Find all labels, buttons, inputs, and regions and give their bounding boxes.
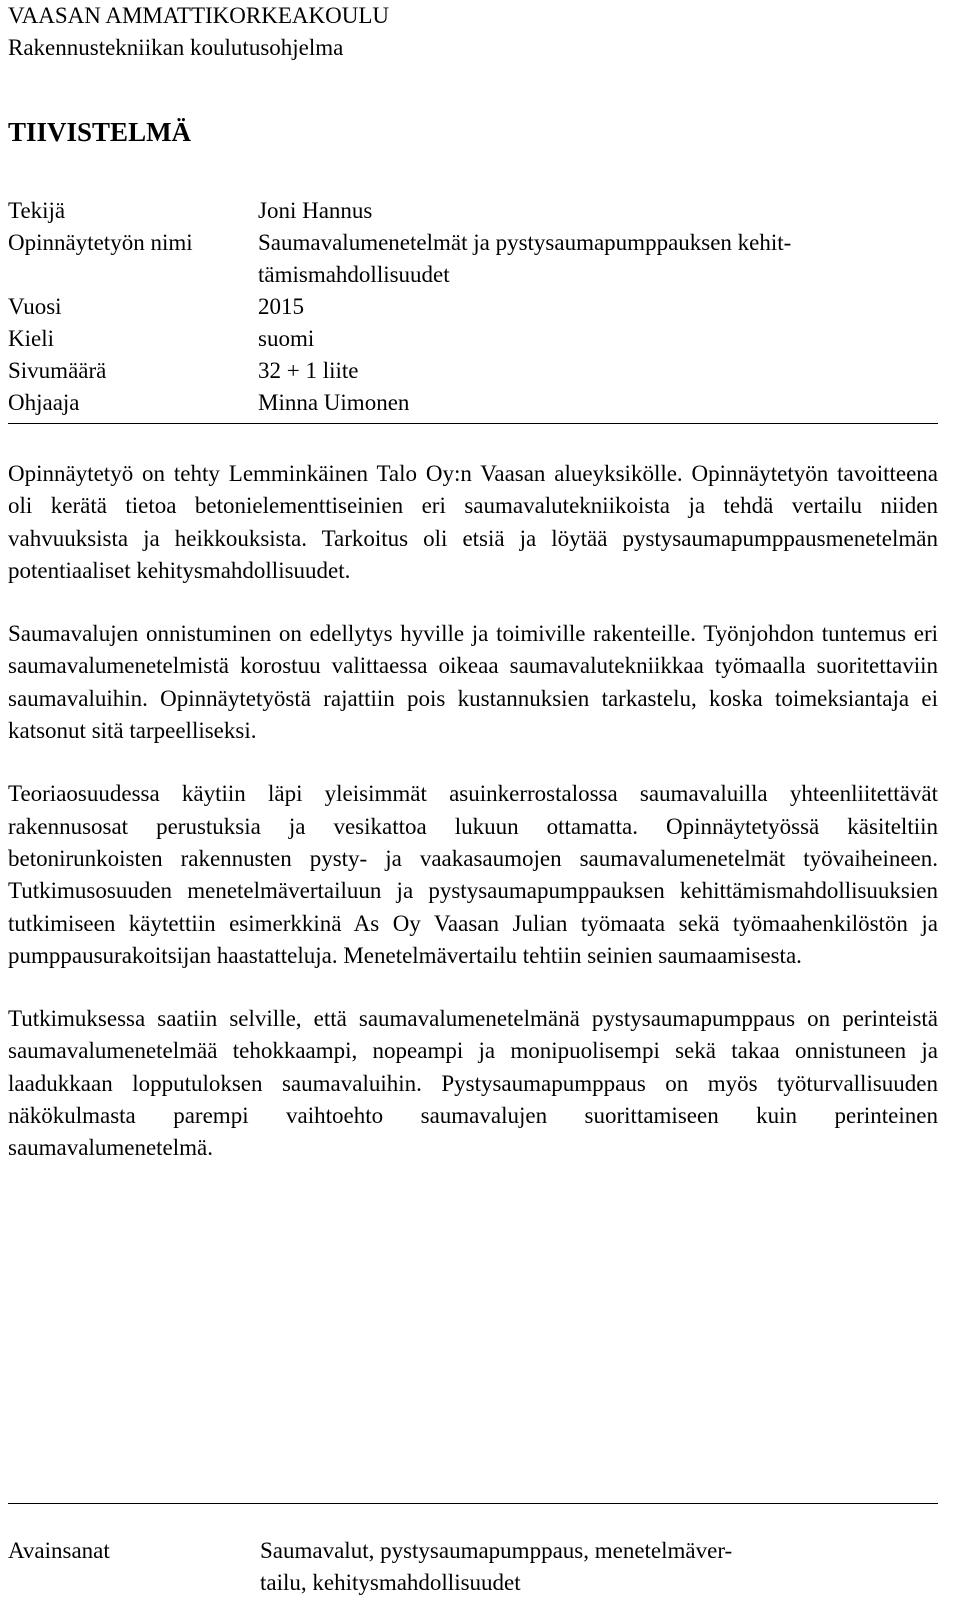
keywords-row bbox=[8, 1535, 938, 1599]
info-row-language bbox=[8, 323, 938, 355]
page-count-label: Sivumäärä bbox=[8, 358, 107, 383]
info-row-author bbox=[8, 195, 938, 227]
abstract-paragraph: Opinnäytetyö on tehty Lemminkäinen Talo Oy:n Vaasan alueyksikölle. Opinnäytetyön tavoitteena oli kerätä tietoa betonielementtiseinien eri saumavalutekniikoista ja tehdä vertailu niiden vahvuuksista ja heikkouksista. Tarkoitus oli etsiä ja löytää pystysaumapumppausmenetelmän potentiaaliset kehitysmahdollisuudet. bbox=[8, 461, 938, 583]
degree-programme: Rakennustekniikan koulutusohjelma bbox=[8, 35, 344, 60]
author-label: Tekijä bbox=[8, 198, 66, 223]
supervisor-label: Ohjaaja bbox=[8, 390, 80, 415]
keywords-divider bbox=[8, 1503, 938, 1504]
thesis-title-label: Opinnäytetyön nimi bbox=[8, 230, 193, 255]
page-count-value: 32 + 1 liite bbox=[258, 358, 359, 383]
language-value: suomi bbox=[258, 326, 315, 351]
info-row-thesis-title bbox=[8, 227, 938, 291]
document-header bbox=[8, 0, 389, 64]
keywords-label: Avainsanat bbox=[8, 1538, 110, 1563]
abstract-paragraph: Teoriaosuudessa käytiin läpi yleisimmät asuinkerrostalossa saumavaluilla yhteenliitettävät rakennusosat perustuksia ja vesikattoa lukuun ottamatta. Opinnäytetyössä käsiteltiin betonirunkoisten rakennusten pysty- ja vaakasaumojen saumavalumenetelmät työvaiheineen. Tutkimusosuuden menetelmävertailuun ja pystysaumapumppauksen kehittämismahdollisuuksien tutkimiseen käytettiin esimerkkinä As Oy Vaasan Julian työmaata sekä työmaahenkilöstön ja pumppausurakoitsijan haastatteluja. Menetelmävertailu tehtiin seinien saumaamisesta. bbox=[8, 781, 938, 968]
abstract-paragraph: Tutkimuksessa saatiin selville, että saumavalumenetelmänä pystysaumapumppaus on perinteistä saumavalumenetelmää tehokkaampi, nopeampi ja monipuolisempi sekä takaa onnistuneen ja laadukkaan lopputuloksen saumavaluihin. Pystysaumapumppaus on myös työturvallisuuden näkökulmasta parempi vaihtoehto saumavalujen suorittamiseen kuin perinteinen saumavalumenetelmä. bbox=[8, 1006, 938, 1161]
document-page bbox=[8, 0, 938, 1603]
abstract-paragraph: Saumavalujen onnistuminen on edellytys hyville ja toimiville rakenteille. Työnjohdon tuntemus eri saumavalumenetelmistä korostuu valittaessa oikeaa saumavalutekniikkaa työmaalla suoritettaviin saumavaluihin. Opinnäytetyöstä rajattiin pois kustannuksien tarkastelu, koska toimeksiantaja ei katsonut sitä tarpeelliseksi. bbox=[8, 621, 938, 744]
info-row-year bbox=[8, 291, 938, 323]
page-title: TIIVISTELMÄ bbox=[8, 117, 192, 147]
year-value: 2015 bbox=[258, 294, 304, 319]
info-row-page-count bbox=[8, 355, 938, 387]
year-label: Vuosi bbox=[8, 294, 62, 319]
info-divider bbox=[8, 423, 938, 424]
thesis-info-table bbox=[8, 195, 938, 419]
supervisor-value: Minna Uimonen bbox=[258, 390, 410, 415]
keywords-value: Saumavalut, pystysaumapumppaus, menetelmäver- tailu, kehitysmahdollisuudet bbox=[260, 1538, 733, 1595]
author-value: Joni Hannus bbox=[258, 198, 373, 223]
language-label: Kieli bbox=[8, 326, 54, 351]
institution-name: VAASAN AMMATTIKORKEAKOULU bbox=[8, 3, 390, 28]
info-row-supervisor bbox=[8, 387, 938, 419]
abstract-body bbox=[8, 458, 938, 1196]
thesis-title-value: Saumavalumenetelmät ja pystysaumapumppauksen kehit- tämismahdollisuudet bbox=[258, 230, 792, 287]
